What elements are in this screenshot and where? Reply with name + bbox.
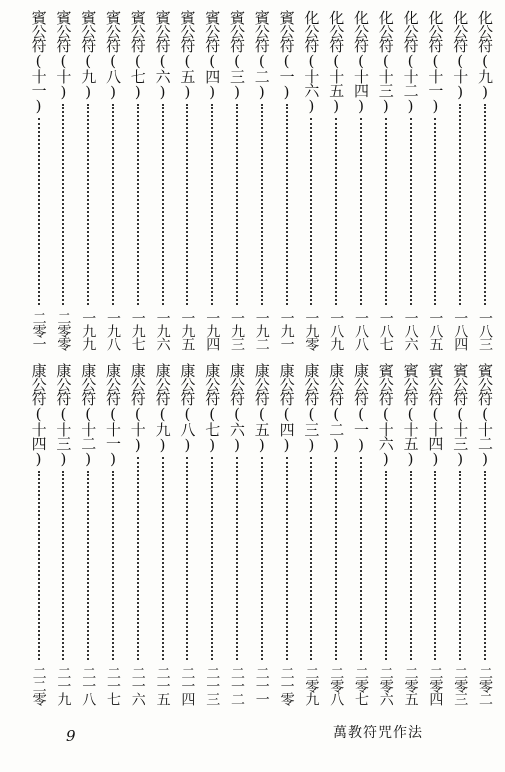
entry-page: 二一三 bbox=[204, 666, 221, 705]
toc-entry bbox=[350, 363, 372, 705]
dot-leader bbox=[459, 104, 461, 305]
entry-page: 二零五 bbox=[402, 666, 419, 705]
toc-entry bbox=[52, 363, 74, 705]
entry-page: 一九七 bbox=[129, 311, 146, 350]
entry-title: 賓公符(九) bbox=[79, 10, 98, 100]
dot-leader bbox=[62, 471, 64, 660]
dot-leader bbox=[87, 104, 89, 305]
toc-entry bbox=[152, 10, 174, 350]
dot-leader bbox=[335, 118, 337, 305]
toc-entry bbox=[276, 363, 298, 705]
toc-entry bbox=[449, 363, 471, 705]
entry-title: 賓公符(十一) bbox=[29, 10, 48, 114]
entry-title: 康公符(八) bbox=[178, 363, 197, 453]
entry-page: 二一六 bbox=[129, 666, 146, 705]
dot-leader bbox=[310, 457, 312, 660]
toc-entry bbox=[201, 363, 223, 705]
entry-page: 一九三 bbox=[229, 311, 245, 350]
dot-leader bbox=[236, 457, 238, 660]
toc-entry bbox=[400, 363, 422, 705]
entry-page: 二一二 bbox=[229, 666, 245, 705]
entry-page: 二一八 bbox=[80, 666, 97, 705]
toc-entry bbox=[300, 10, 322, 350]
entry-title: 化公符(十五) bbox=[327, 10, 346, 114]
entry-title: 康公符(五) bbox=[252, 363, 271, 453]
entry-page: 一八五 bbox=[427, 311, 444, 350]
entry-title: 康公符(十一) bbox=[104, 363, 122, 467]
toc-entry bbox=[152, 363, 174, 705]
entry-page: 一八七 bbox=[377, 311, 394, 350]
toc-entry bbox=[102, 363, 124, 705]
entry-page: 一八八 bbox=[353, 311, 369, 350]
entry-title: 賓公符(十四) bbox=[426, 363, 445, 467]
dot-leader bbox=[211, 104, 213, 305]
entry-title: 化公符(九) bbox=[476, 10, 494, 100]
dot-leader bbox=[186, 104, 188, 305]
entry-page: 二一九 bbox=[55, 666, 72, 705]
entry-title: 康公符(二) bbox=[327, 363, 346, 453]
dot-leader bbox=[484, 471, 486, 660]
dot-leader bbox=[186, 457, 188, 660]
entry-page: 二零一 bbox=[30, 311, 47, 350]
entry-title: 賓公符(二) bbox=[252, 10, 271, 100]
dot-leader bbox=[410, 118, 412, 305]
toc-entry bbox=[226, 363, 248, 705]
entry-page: 二一一 bbox=[253, 666, 270, 705]
entry-title: 賓公符(十三) bbox=[451, 363, 470, 467]
entry-page: 二零零 bbox=[55, 311, 72, 350]
entry-title: 康公符(十) bbox=[128, 363, 147, 453]
dot-leader bbox=[62, 104, 64, 305]
entry-title: 賓公符(一) bbox=[277, 10, 296, 100]
dot-leader bbox=[261, 457, 263, 660]
toc-entry bbox=[201, 10, 223, 350]
toc-entry bbox=[325, 10, 347, 350]
toc-entry bbox=[474, 363, 496, 705]
dot-leader bbox=[87, 471, 89, 660]
dot-leader bbox=[434, 471, 436, 660]
toc-entry bbox=[424, 10, 446, 350]
dot-leader bbox=[360, 118, 362, 305]
entry-title: 化公符(十) bbox=[451, 10, 470, 100]
entry-title: 康公符(十三) bbox=[54, 363, 73, 467]
entry-title: 康公符(六) bbox=[228, 363, 246, 453]
entry-page: 一九四 bbox=[204, 311, 221, 350]
entry-page: 一八三 bbox=[477, 311, 493, 350]
dot-leader bbox=[385, 471, 387, 660]
toc-entry bbox=[300, 363, 322, 705]
dot-leader bbox=[211, 457, 213, 660]
entry-page: 二零八 bbox=[328, 666, 345, 705]
toc-entry bbox=[102, 10, 124, 350]
entry-page: 二一四 bbox=[179, 666, 196, 705]
entry-page: 二一七 bbox=[105, 666, 121, 705]
toc-entry bbox=[77, 363, 99, 705]
dot-leader bbox=[335, 457, 337, 660]
entry-title: 賓公符(十六) bbox=[376, 363, 395, 467]
toc-entry bbox=[176, 10, 198, 350]
dot-leader bbox=[137, 457, 139, 660]
toc-entry bbox=[176, 363, 198, 705]
entry-title: 康公符(七) bbox=[203, 363, 222, 453]
entry-page: 二零六 bbox=[377, 666, 394, 705]
entry-title: 化公符(十四) bbox=[352, 10, 370, 114]
toc-entry bbox=[77, 10, 99, 350]
entry-page: 二一零 bbox=[278, 666, 295, 705]
entry-title: 康公符(十二) bbox=[79, 363, 98, 467]
entry-title: 賓公符(三) bbox=[228, 10, 246, 100]
entry-title: 賓公符(四) bbox=[203, 10, 222, 100]
entry-title: 賓公符(十五) bbox=[401, 363, 420, 467]
dot-leader bbox=[286, 104, 288, 305]
entry-title: 賓公符(七) bbox=[128, 10, 147, 100]
toc-entry bbox=[251, 363, 273, 705]
dot-leader bbox=[261, 104, 263, 305]
dot-leader bbox=[112, 104, 114, 305]
entry-title: 康公符(三) bbox=[302, 363, 321, 453]
dot-leader bbox=[434, 118, 436, 305]
dot-leader bbox=[310, 118, 312, 305]
entry-page: 二零四 bbox=[427, 666, 444, 705]
toc-entry bbox=[375, 363, 397, 705]
entry-title: 化公符(十三) bbox=[376, 10, 395, 114]
entry-page: 二一五 bbox=[154, 666, 171, 705]
toc-entry bbox=[226, 10, 248, 350]
page-number: 9 bbox=[66, 727, 76, 745]
dot-leader bbox=[38, 471, 40, 660]
toc-entry bbox=[350, 10, 372, 350]
entry-page: 一九五 bbox=[179, 311, 196, 350]
dot-leader bbox=[137, 104, 139, 305]
toc-entry bbox=[251, 10, 273, 350]
entry-page: 一九六 bbox=[154, 311, 171, 350]
entry-page: 一九二 bbox=[253, 311, 270, 350]
toc-entry bbox=[424, 363, 446, 705]
toc-entry bbox=[127, 10, 149, 350]
dot-leader bbox=[236, 104, 238, 305]
dot-leader bbox=[410, 471, 412, 660]
dot-leader bbox=[360, 457, 362, 660]
book-title: 萬教符咒作法 bbox=[333, 725, 423, 741]
toc-entry bbox=[400, 10, 422, 350]
toc-entry bbox=[474, 10, 496, 350]
dot-leader bbox=[385, 118, 387, 305]
toc-entry bbox=[276, 10, 298, 350]
entry-title: 康公符(一) bbox=[352, 363, 370, 453]
entry-page: 二零三 bbox=[452, 666, 469, 705]
toc-entry bbox=[325, 363, 347, 705]
entry-page: 一九八 bbox=[105, 311, 121, 350]
toc-entry bbox=[127, 363, 149, 705]
dot-leader bbox=[484, 104, 486, 305]
entry-title: 賓公符(八) bbox=[104, 10, 122, 100]
entry-page: 二零二 bbox=[477, 666, 493, 705]
entry-page: 一九一 bbox=[278, 311, 295, 350]
toc-entry bbox=[28, 10, 50, 350]
dot-leader bbox=[112, 471, 114, 660]
entry-title: 賓公符(十) bbox=[54, 10, 73, 100]
toc-entry bbox=[52, 10, 74, 350]
entry-title: 賓公符(十二) bbox=[476, 363, 494, 467]
dot-leader bbox=[162, 457, 164, 660]
entry-title: 化公符(十六) bbox=[302, 10, 321, 114]
entry-page: 一九九 bbox=[80, 311, 97, 350]
dot-leader bbox=[459, 471, 461, 660]
entry-title: 化公符(十一) bbox=[426, 10, 445, 114]
entry-page: 一八六 bbox=[402, 311, 419, 350]
entry-title: 康公符(九) bbox=[153, 363, 172, 453]
dot-leader bbox=[38, 118, 40, 305]
dot-leader bbox=[162, 104, 164, 305]
entry-title: 康公符(十四) bbox=[29, 363, 48, 467]
entry-title: 賓公符(五) bbox=[178, 10, 197, 100]
entry-title: 化公符(十二) bbox=[401, 10, 420, 114]
entry-page: 一八四 bbox=[452, 311, 469, 350]
entry-page: 二二零 bbox=[30, 666, 47, 705]
entry-title: 康公符(四) bbox=[277, 363, 296, 453]
dot-leader bbox=[286, 457, 288, 660]
toc-block-bottom bbox=[14, 363, 496, 705]
entry-page: 二零七 bbox=[353, 666, 369, 705]
toc-entry bbox=[375, 10, 397, 350]
entry-page: 一九零 bbox=[303, 311, 320, 350]
entry-page: 二零九 bbox=[303, 666, 320, 705]
toc-block-top bbox=[14, 10, 496, 350]
entry-page: 一八九 bbox=[328, 311, 345, 350]
toc-entry bbox=[449, 10, 471, 350]
entry-title: 賓公符(六) bbox=[153, 10, 172, 100]
toc-entry bbox=[28, 363, 50, 705]
